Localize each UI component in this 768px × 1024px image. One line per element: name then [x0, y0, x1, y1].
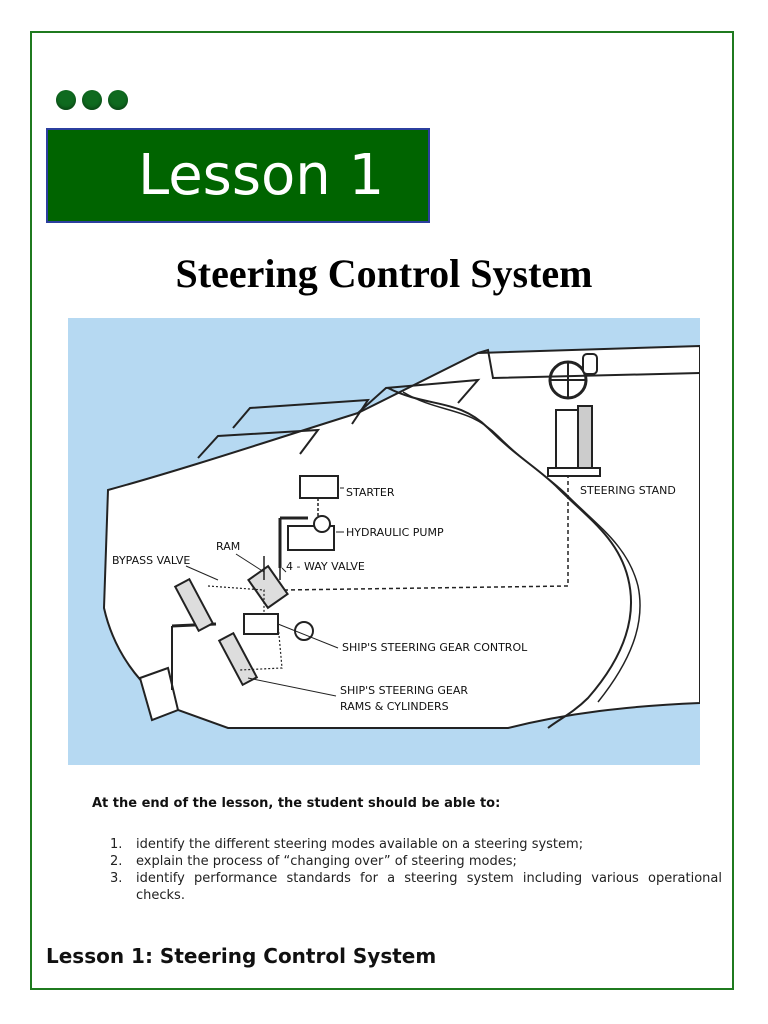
steering-system-diagram — [68, 318, 700, 765]
steering-stand-side — [578, 406, 592, 472]
gear-control-box — [244, 614, 278, 634]
starter-box — [300, 476, 338, 498]
label-gear-control: SHIP'S STEERING GEAR CONTROL — [342, 641, 528, 654]
lesson-banner-label: Lesson 1 — [138, 143, 385, 208]
label-gear-rams-line2: RAMS & CYLINDERS — [340, 700, 449, 713]
label-ram: RAM — [216, 540, 241, 553]
compass-icon — [583, 354, 597, 374]
dot-icon — [108, 90, 128, 110]
lesson-banner — [46, 128, 430, 223]
dot-icon — [82, 90, 102, 110]
label-hydraulic-pump: HYDRAULIC PUMP — [346, 526, 444, 539]
list-item: 3. identify performance standards for a steering system including various operational checks. — [110, 871, 722, 903]
label-four-way-valve: 4 - WAY VALVE — [286, 560, 365, 573]
steering-stand-base — [548, 468, 600, 476]
label-steering-stand: STEERING STAND — [580, 484, 676, 497]
dot-icon — [56, 90, 76, 110]
decorative-dots — [56, 90, 128, 110]
label-bypass-valve: BYPASS VALVE — [112, 554, 191, 567]
steering-stand-pedestal — [556, 410, 578, 472]
label-starter: STARTER — [346, 486, 395, 499]
objectives-intro: At the end of the lesson, the student should be able to: — [92, 796, 501, 811]
list-item: 1. identify the different steering modes available on a steering system; — [110, 837, 584, 852]
list-item: 2. explain the process of “changing over” of steering modes; — [110, 854, 517, 869]
page-title: Steering Control System — [175, 251, 593, 296]
footer-title: Lesson 1: Steering Control System — [46, 944, 437, 968]
objectives-list — [110, 836, 722, 904]
label-gear-rams-line1: SHIP'S STEERING GEAR — [340, 684, 469, 697]
